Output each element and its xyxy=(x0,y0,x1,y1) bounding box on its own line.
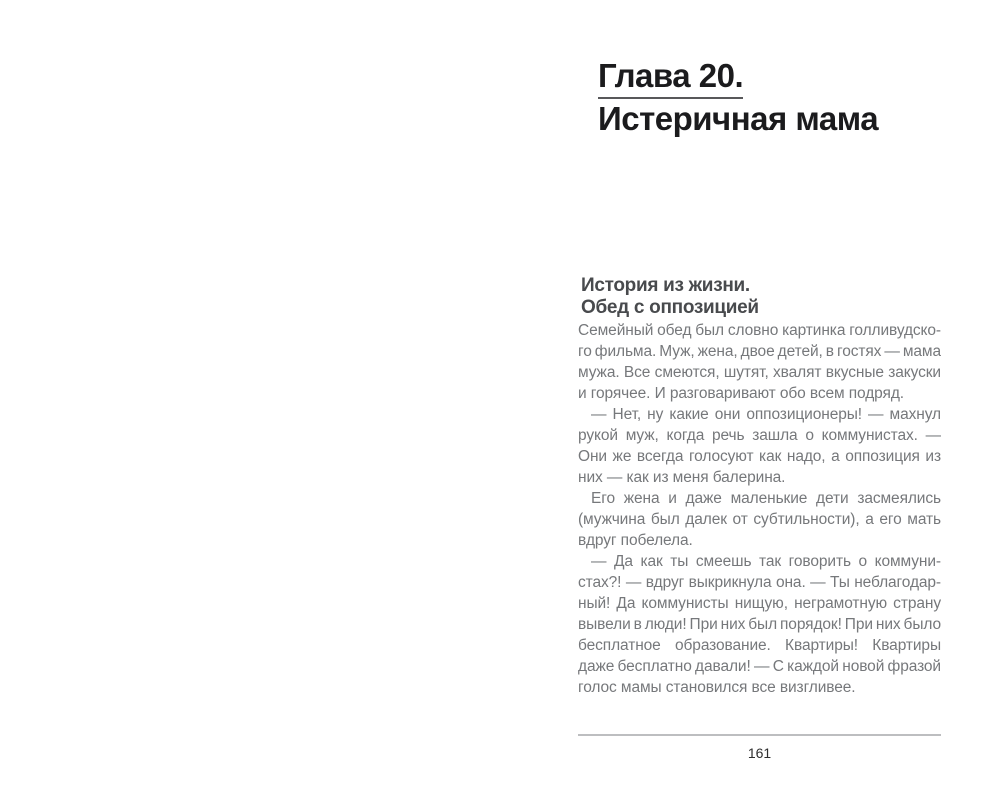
body-line: голос мамы становился все визгливее. xyxy=(578,679,856,696)
section-heading-line-2: Обед с оппозицией xyxy=(581,296,759,318)
body-line: — Нет, ну какие они оппозиционеры! — махнул xyxy=(591,406,941,423)
body-line: бесплатное образование. Квартиры! Квартиры xyxy=(578,637,941,654)
body-line: них — как из меня балерина. xyxy=(578,469,786,486)
chapter-number: Глава 20. xyxy=(598,56,743,99)
body-line: Они же всегда голосуют как надо, а оппозиция из xyxy=(578,448,941,465)
paragraph xyxy=(578,404,941,488)
body-line: (мужчина был далек от субтильности), а его мать xyxy=(578,511,941,528)
body-line: Семейный обед был словно картинка голливудско- xyxy=(578,322,941,339)
body-line: рукой муж, когда речь зашла о коммунистах. — xyxy=(578,427,941,444)
section-heading xyxy=(581,275,759,318)
body-line: — Да как ты смеешь так говорить о коммуни- xyxy=(591,553,941,570)
body-line: вывели в люди! При них был порядок! При них было xyxy=(578,616,941,633)
body-line: стах?! — вдруг выкрикнула она. — Ты неблагодар- xyxy=(578,574,941,591)
body-line: вдруг побелела. xyxy=(578,532,693,549)
paragraph xyxy=(578,320,941,404)
footer-rule xyxy=(578,734,941,736)
body-line: ный! Да коммунисты нищую, неграмотную страну xyxy=(578,595,941,612)
body-text xyxy=(578,320,941,698)
page-number: 161 xyxy=(747,745,772,761)
paragraph xyxy=(578,488,941,551)
body-line: го фильма. Муж, жена, двое детей, в гостях — мама xyxy=(578,343,941,360)
body-line: даже бесплатно давали! — С каждой новой фразой xyxy=(578,658,941,675)
paragraph xyxy=(578,551,941,698)
body-line: и горячее. И разговаривают обо всем подряд. xyxy=(578,385,904,402)
section-heading-line-1: История из жизни. xyxy=(581,275,750,296)
chapter-name: Истеричная мама xyxy=(598,100,879,137)
body-line: Его жена и даже маленькие дети засмеялись xyxy=(591,490,941,507)
chapter-title xyxy=(598,56,878,139)
body-line: мужа. Все смеются, шутят, хвалят вкусные закуски xyxy=(578,364,941,381)
